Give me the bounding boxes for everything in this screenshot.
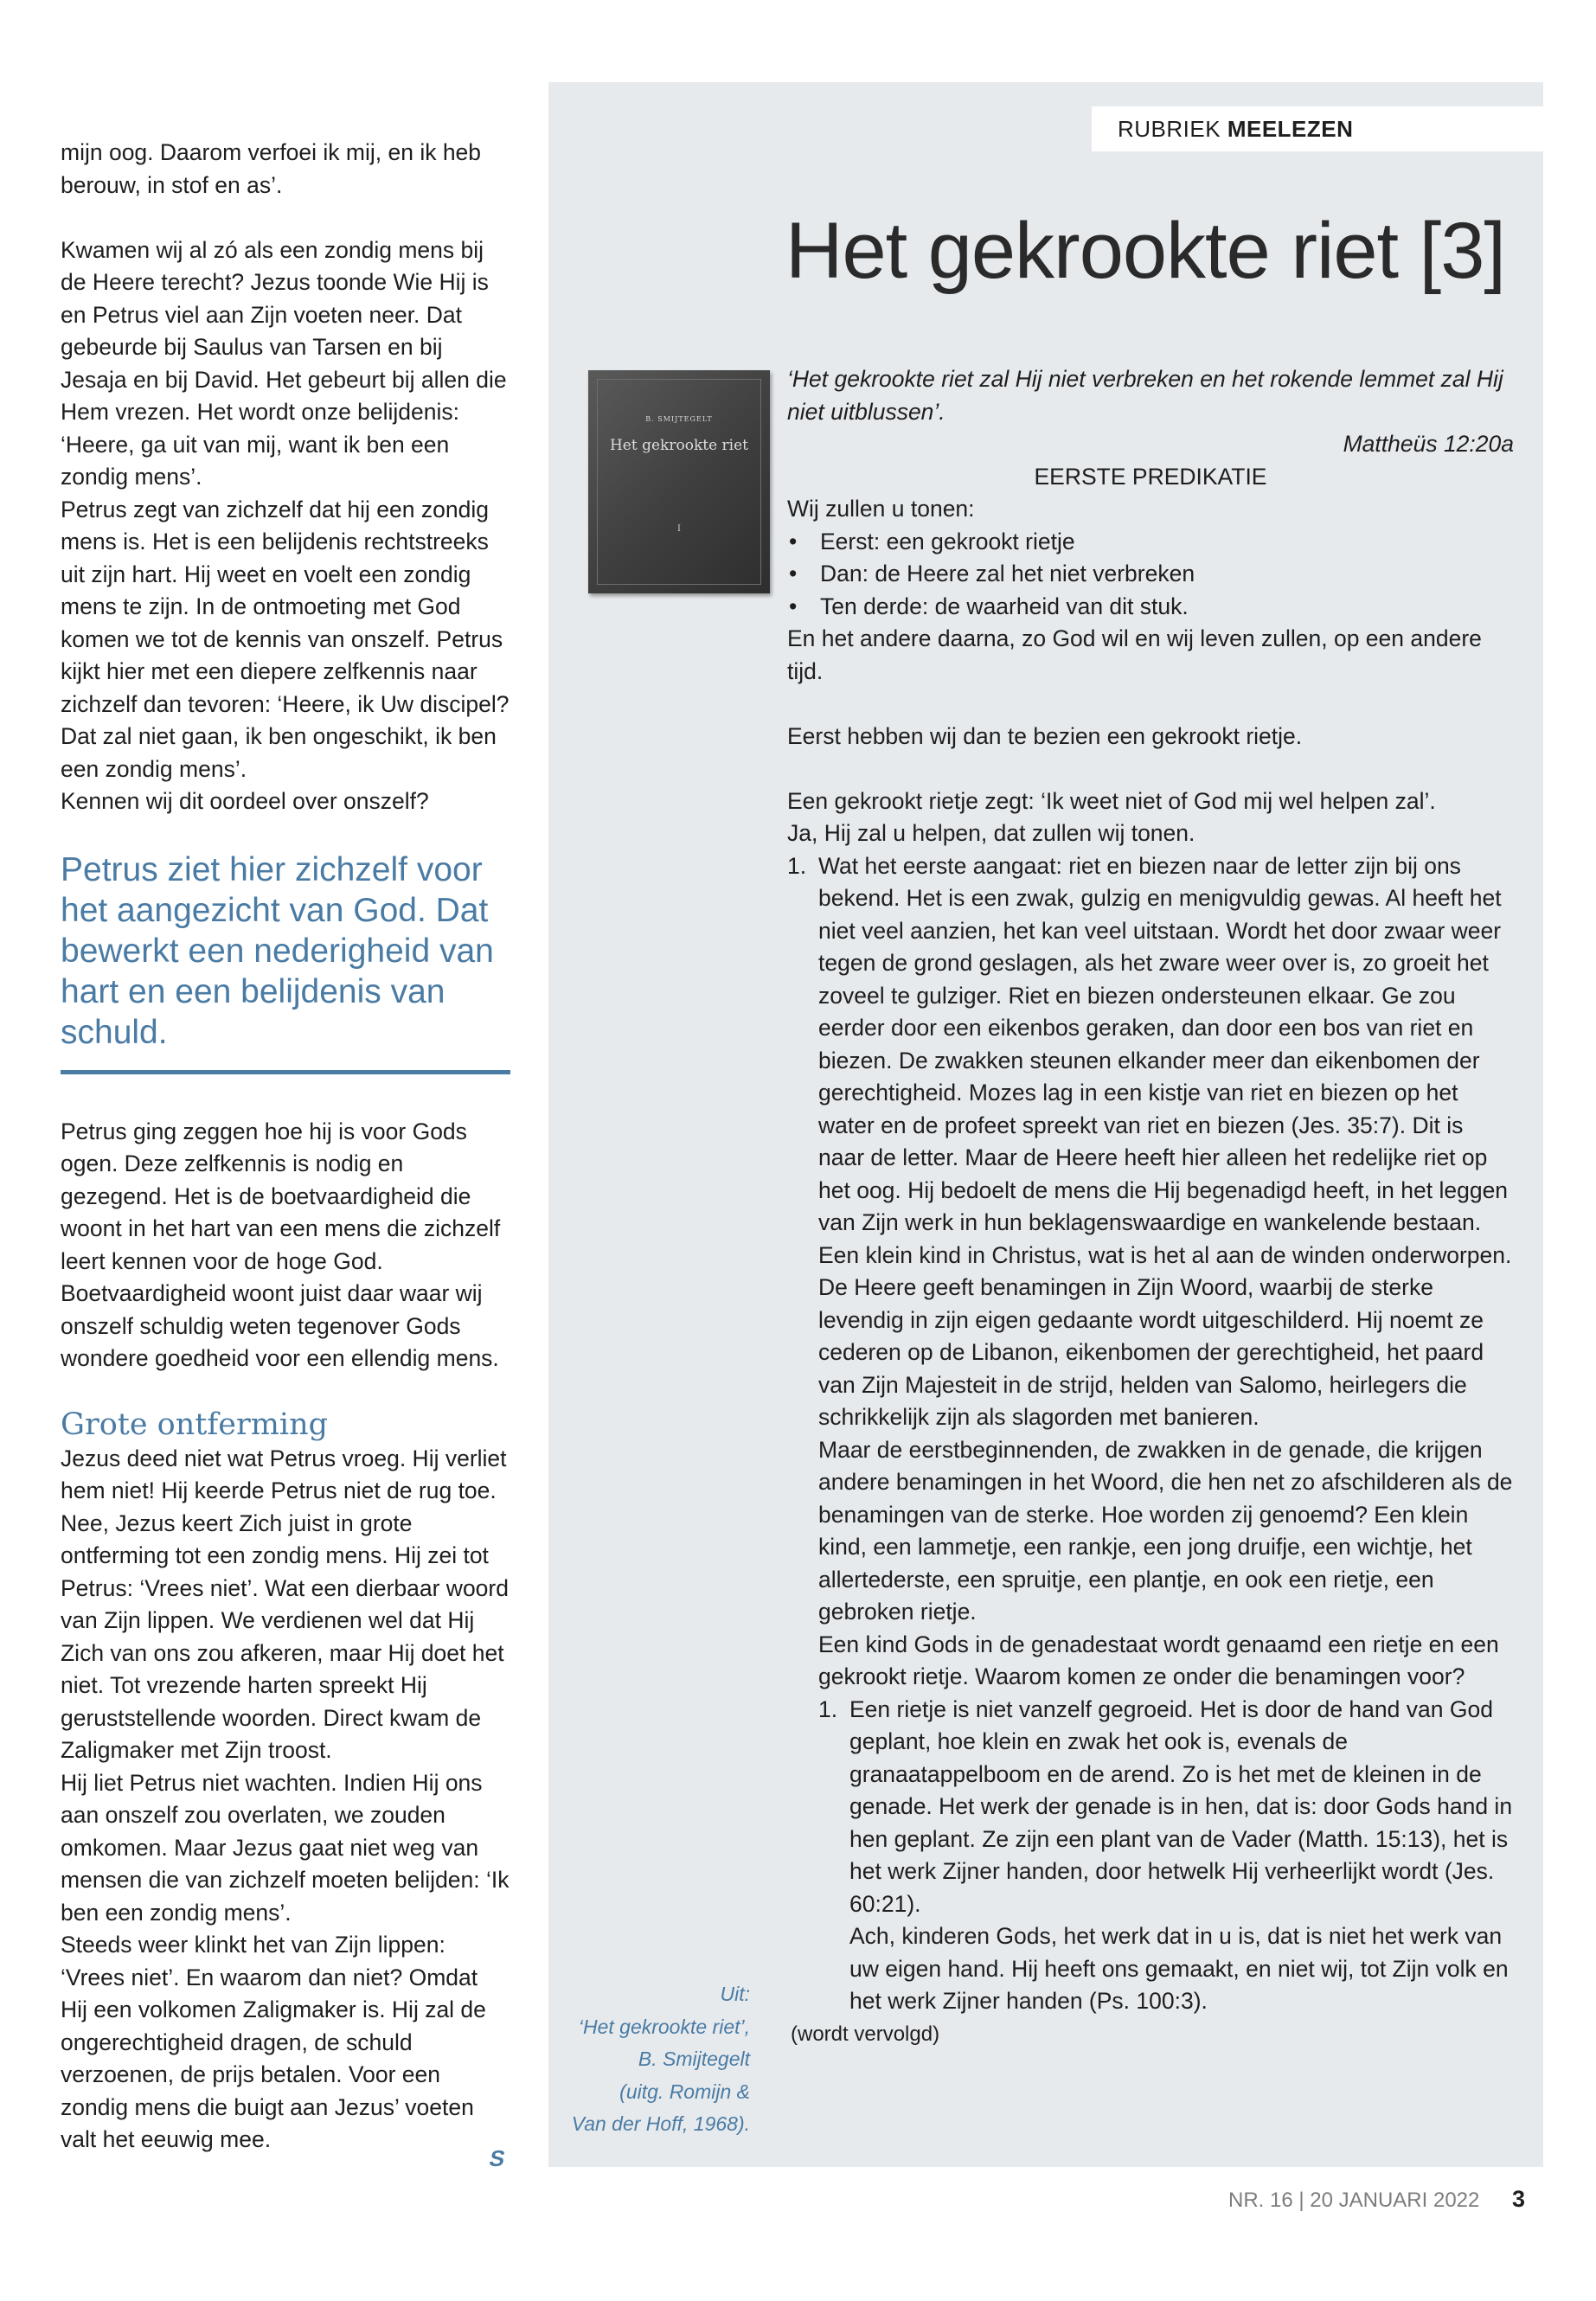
subitem-body	[849, 1694, 1514, 2018]
paragraph: mijn oog. Daarom verfoei ik mij, en ik heb berouw, in stof en as’.	[61, 139, 482, 198]
section-heading: Grote ontferming	[61, 1407, 329, 1442]
paragraph: Kwamen wij al zó als een zondig mens bij de Heere terecht? Jezus toonde Wie Hij is en Petrus viel aan Zijn voeten neer. Dat gebeurde bij Saulus van Tarsen en bij Jesaja en bij David. Het gebeurt bij allen die Hem vrezen. Het wordt onze belijdenis: ‘Heere, ga uit van mij, want ik ben een zondig mens’.	[61, 236, 507, 490]
rubric-prefix: RUBRIEK	[1118, 116, 1221, 142]
paragraph: En het andere daarna, zo God wil en wij leven zullen, op een andere tijd.	[787, 625, 1482, 684]
image-caption	[551, 1978, 750, 2141]
caption-line: Uit:	[720, 1983, 750, 2005]
subitem-number: 1.	[818, 1695, 838, 1722]
numbered-subitem	[818, 1694, 1514, 2018]
bullet-list	[787, 526, 1514, 624]
item-body	[818, 850, 1514, 2018]
paragraph: Wij zullen u tonen:	[787, 496, 975, 522]
to-be-continued: (wordt vervolgd)	[791, 2022, 940, 2046]
book-cover-image	[588, 370, 770, 593]
paragraph: Wat het eerste aangaat: riet en biezen naar de letter zijn bij ons bekend. Het is een zwak, gulzig en menigvuldig gewas. Al heeft het niet veel aanzien, het kan veel uitstaan. Wordt het door zwaar weer tegen de grond geslagen, als het zware weer over is, zo groeit het zoveel te gulziger. Riet en biezen ondersteunen elkaar. Ge zou eerder door een eikenbos geraken, dan door een bos van riet en biezen. De zwakken steunen elkander meer dan eikenbomen der gerechtigheid. Mozes lag in een kistje van riet en biezen op het water en de profeet spreekt van riet en biezen (Jes. 35:7). Dit is naar de letter. Maar de Heere heeft hier alleen het redelijke riet op het oog. Hij bedoelt de mens die Hij begenadigd heeft, in het leggen van Zijn werk in hun beklagenswaardige en wankelende bestaan. Een klein kind in Christus, wat is het al aan de winden onderworpen. De Heere geeft benamingen in Zijn Woord, waarbij de sterke levendig in zijn eigen gedaante wordt uitgeschilderd. Hij noemt ze cederen op de Libanon, eikenbomen der gerechtigheid, het paard van Zijn Majesteit in de strijd, helden van Salomo, heirlegers die schrikkelijk zijn als slagorden met banieren.	[818, 852, 1512, 1430]
bullet-item: • Ten derde: de waarheid van dit stuk.	[787, 591, 1514, 624]
rubric-label	[1092, 106, 1543, 151]
caption-line: (uitg. Romijn &	[619, 2080, 750, 2103]
paragraph: Een rietje is niet vanzelf gegroeid. Het is door de hand van God geplant, hoe klein en zwak het ook is, evenals de granaatappelboom en de arend. Zo is het met de kleinen in de genade. Het werk der genade is in hen, dat is: door Gods hand in hen geplant. Ze zijn een plant van de Vader (Matth. 15:13), het is het werk Zijner handen, door hetwelk Hij verheerlijkt wordt (Jes. 60:21).	[849, 1695, 1513, 1917]
page-number: 3	[1512, 2186, 1526, 2212]
paragraph: Ach, kinderen Gods, het werk dat in u is, dat is niet het werk van uw eigen hand. Hij heeft ons gemaakt, en niet wij, tot Zijn volk en het werk Zijner handen (Ps. 100:3).	[849, 1923, 1509, 2014]
paragraph: Maar de eerstbeginnenden, de zwakken in de genade, die krijgen andere benamingen in het Woord, die hen net zo afschilderen als de benamingen van de sterke. Hoe worden zij genoemd? Een klein kind, een lammetje, een rankje, een jong druifje, een wichtje, het allertederste, een spruitje, een plantje, en ook een rietje, een gebroken rietje.	[818, 1436, 1513, 1625]
issue-info: NR. 16 | 20 JANUARI 2022	[1228, 2189, 1480, 2212]
paragraph: Hij liet Petrus niet wachten. Indien Hij ons aan onszelf zou overlaten, we zouden omkomen. Maar Jezus gaat niet weg van mensen die van zichzelf moeten belijden: ‘Ik ben een zondig mens’.	[61, 1769, 510, 1926]
paragraph: Jezus deed niet wat Petrus vroeg. Hij verliet hem niet! Hij keerde Petrus niet de rug toe. Nee, Jezus keert Zich juist in grote ontferming tot een zondig mens. Hij zei tot Petrus: ‘Vrees niet’. Wat een dierbaar woord van Zijn lippen. We verdienen wel dat Hij Zich van ons zou afkeren, maar Hij doet het niet. Tot vrezende harten spreekt Hij geruststellende woorden. Direct kwam de Zaligmaker met Zijn troost.	[61, 1445, 509, 1763]
book-cover-title: Het gekrookte riet	[609, 437, 748, 454]
paragraph: Een kind Gods in de genadestaat wordt genaamd een rietje en een gekrookt rietje. Waarom komen ze onder die benamingen voor?	[818, 1631, 1499, 1689]
paragraph: Eerst hebben wij dan te bezien een gekrookt rietje.	[787, 722, 1303, 749]
pull-quote: Petrus ziet hier zichzelf voor het aangezicht van God. Dat bewerkt een nederigheid van hart en een belijdenis van schuld.	[61, 849, 510, 1074]
bullet-item: • Eerst: een gekrookt rietje	[787, 526, 1514, 559]
bible-reference: Mattheüs 12:20a	[1343, 431, 1514, 457]
caption-line: Van der Hoff, 1968).	[571, 2112, 750, 2135]
book-cover-border	[597, 379, 761, 585]
paragraph: Steeds weer klinkt het van Zijn lippen: ‘Vrees niet’. En waarom dan niet? Omdat Hij een volkomen Zaligmaker is. Hij zal de ongerechtigheid dragen, de schuld verzoenen, de prijs betalen. Voor een zondig mens die buigt aan Jezus’ voeten valt het eeuwig mee.	[61, 1932, 486, 2152]
item-number: 1.	[787, 852, 807, 879]
book-cover-volume: I	[677, 524, 681, 534]
book-cover-author: B. SMIJTEGELT	[645, 415, 713, 423]
sermon-subheading: EERSTE PREDIKATIE	[1034, 463, 1267, 490]
bullet-item: • Dan: de Heere zal het niet verbreken	[787, 558, 1514, 591]
caption-line: B. Smijtegelt	[638, 2048, 750, 2070]
right-column	[787, 363, 1514, 2050]
rubric-name: MEELEZEN	[1227, 116, 1354, 142]
paragraph: Petrus ging zeggen hoe hij is voor Gods ogen. Deze zelfkennis is nodig en gezegend. Het is de boetvaardigheid die woont in het hart van een mens die zichzelf leert kennen voor de hoge God. Boetvaardigheid woont juist daar waar wij onszelf schuldig weten tegenover Gods wondere goedheid voor een ellendig mens.	[61, 1118, 501, 1371]
caption-line: ‘Het gekrookte riet’,	[578, 2015, 750, 2038]
paragraph: Een gekrookt rietje zegt: ‘Ik weet niet of God mij wel helpen zal’.	[787, 787, 1436, 814]
paragraph: Kennen wij dit oordeel over onszelf?	[61, 788, 429, 814]
article-title: Het gekrookte riet [3]	[785, 207, 1505, 295]
left-column	[61, 137, 510, 2157]
end-mark-icon: S	[486, 2145, 508, 2171]
paragraph: Ja, Hij zal u helpen, dat zullen wij tonen.	[787, 820, 1195, 846]
numbered-item	[787, 850, 1514, 2018]
paragraph: Petrus zegt van zichzelf dat hij een zondig mens is. Het is een belijdenis rechtstreeks uit zijn hart. Hij weet en voelt een zondig mens te zijn. In de ontmoeting met God komen we tot de kennis van onszelf. Petrus kijkt hier met een diepere zelfkennis naar zichzelf dan tevoren: ‘Heere, ik Uw discipel? Dat zal niet gaan, ik ben ongeschikt, ik ben een zondig mens’.	[61, 496, 510, 782]
bible-quote: ‘Het gekrookte riet zal Hij niet verbreken en het rokende lemmet zal Hij niet uitblussen’.	[787, 366, 1503, 425]
